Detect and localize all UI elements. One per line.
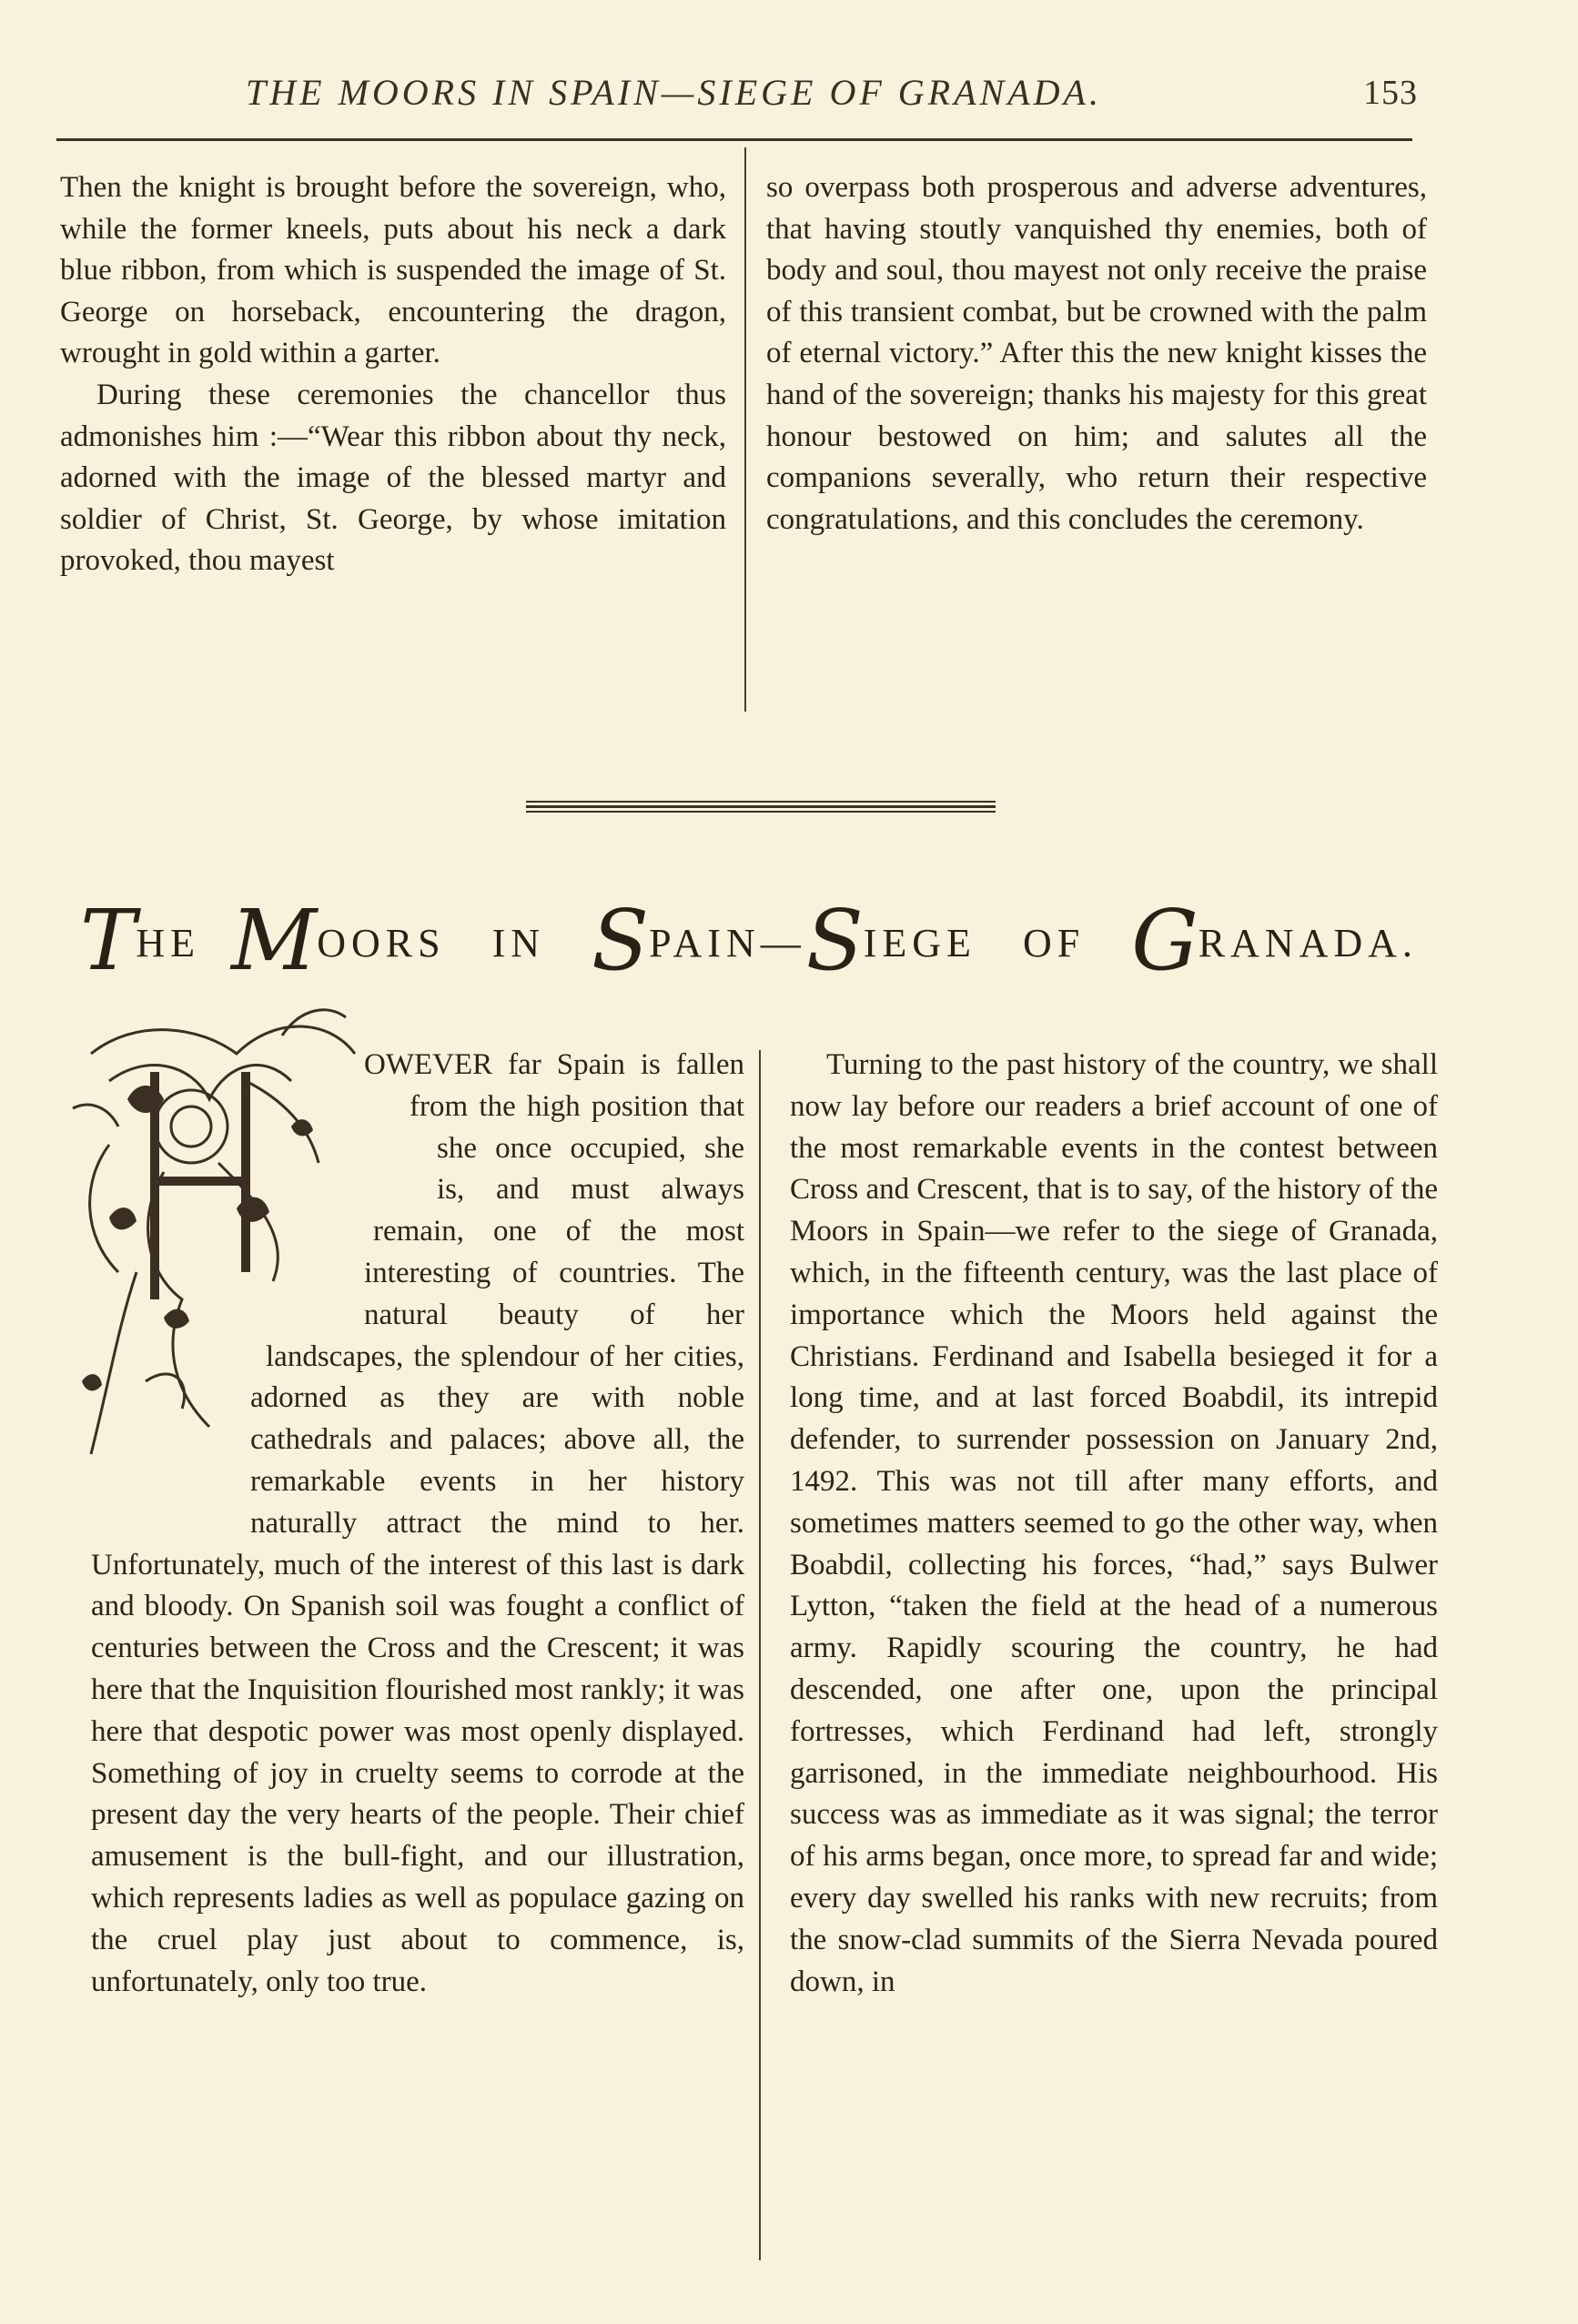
- header-rule: [56, 138, 1412, 141]
- page-number: 153: [1363, 74, 1418, 112]
- section-title: [80, 892, 1463, 999]
- bottom-right-column: [790, 1045, 1438, 2003]
- paragraph: Turning to the past history of the country, we shall now lay before our readers a brief account of one of the most remarkable events in the contest between Cross and Crescent, that is to say, of the history of the Moors in Spain—we refer to the siege of Granada, which, in the fifteenth century, was the last place of importance which the Moors held against the Christians. Ferdinand and Isabella besieged it for a long time, and at last forced Boabdil, its intrepid defender, to surrender possession on January 2nd, 1492. This was not till after many efforts, and sometimes matters seemed to go the other way, when Boabdil, collecting his forces, “had,” says Bulwer Lytton, “taken the field at the head of a numerous army. Rapidly scouring the country, he had descended, one after one, upon the principal fortresses, which Ferdinand had left, strongly garrisoned, in the immediate neighbourhood. His success was as immediate as it was signal; the terror of his arms began, once more, to spread far and wide; every day swelled his ranks with new recruits; from the snow-clad summits of the Sierra Nevada poured down, in: [790, 1048, 1438, 1998]
- ornamental-rule: [526, 801, 996, 813]
- bottom-left-column: [91, 1045, 744, 2003]
- title-word: SIEGE: [805, 892, 976, 989]
- title-word: IN: [491, 921, 546, 965]
- running-head: THE MOORS IN SPAIN—SIEGE OF GRANADA.: [246, 72, 1102, 113]
- paragraph: During these ceremonies the chancellor thus admonishes him :—“Wear this ribbon about thy neck, adorned with the image of the blessed martyr and soldier of Christ, St. George, by whose imitation provoked, thou mayest: [60, 378, 726, 578]
- column-rule: [744, 147, 746, 712]
- title-word: SPAIN—: [592, 892, 806, 989]
- title-word: GRANADA.: [1131, 892, 1418, 989]
- top-left-column: [60, 167, 726, 582]
- title-word: MOORS: [231, 892, 446, 989]
- top-right-column: [766, 167, 1427, 541]
- column-rule: [759, 1050, 761, 2260]
- title-word: OF: [1022, 921, 1086, 965]
- title-word: THE: [80, 892, 201, 989]
- paragraph: OWEVER far Spain is fallen from the high position that she once occupied, she is, and must always remain, one of the most interesting of countries. The natural beauty of her landscapes, the splendour of her cities, adorned as they are with noble cathedrals and palaces; above all, the remarkable events in her history naturally attract the mind to her. Unfortunately, much of the interest of this last is dark and bloody. On Spanish soil was fought a conflict of centuries between the Cross and the Crescent; it was here that the Inquisition flourished most rankly; it was here that despotic power was most openly displayed. Something of joy in cruelty seems to corrode at the present day the very hearts of the people. Their chief amusement is the bull-fight, and our illustration, which represents ladies as well as populace gazing on the cruel play just about to commence, is, unfortunately, only too true.: [91, 1048, 744, 1998]
- paragraph: Then the knight is brought before the sovereign, who, while the former kneels, puts about his neck a dark blue ribbon, from which is suspended the image of St. George on horseback, encountering the dragon, wrought in gold within a garter.: [60, 171, 726, 370]
- paragraph: so overpass both prosperous and adverse adventures, that having stoutly vanquished thy enemies, both of body and soul, thou mayest not only receive the praise of this transient combat, but be crowned with the palm of eternal victory.” After this the new knight kisses the hand of the sovereign; thanks his majesty for this great honour bestowed on him; and salutes all the companions severally, who return their respective congratulations, and this concludes the ceremony.: [766, 171, 1427, 536]
